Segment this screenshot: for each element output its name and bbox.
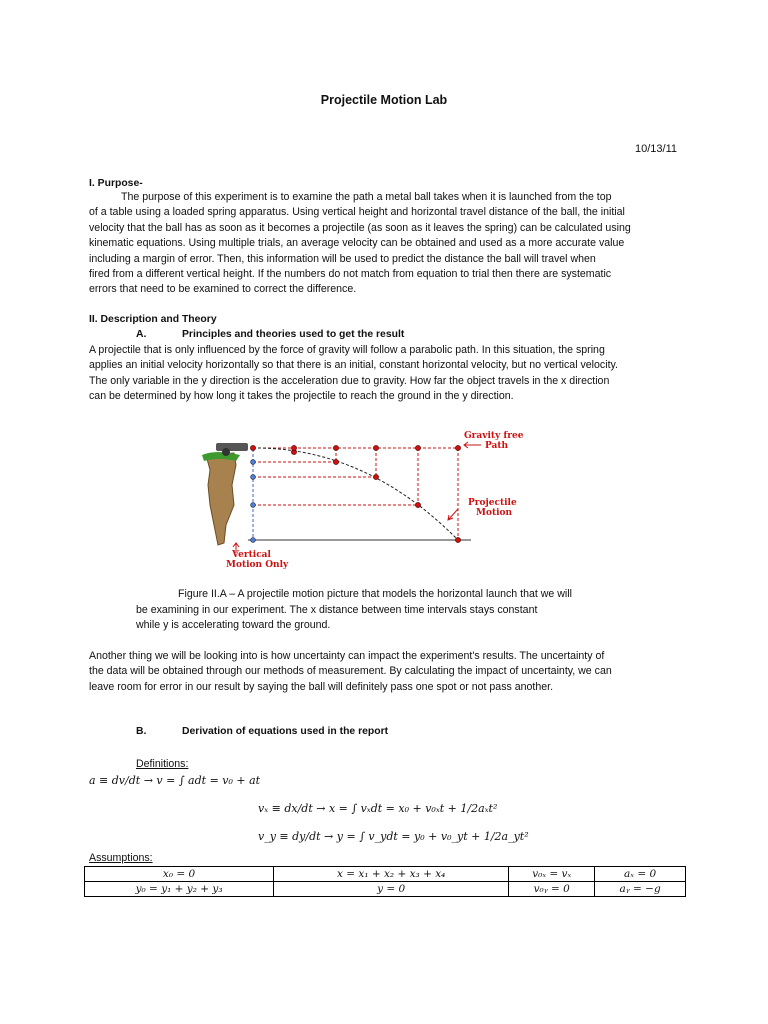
cannon-icon bbox=[216, 443, 248, 451]
table-cell: x = x₁ + x₂ + x₃ + x₄ bbox=[274, 867, 509, 882]
subsection-a-label: A. bbox=[136, 329, 147, 340]
document-date: 10/13/11 bbox=[634, 143, 677, 155]
table-cell: x₀ = 0 bbox=[85, 867, 274, 882]
description-paragraph bbox=[89, 343, 679, 405]
description-heading: II. Description and Theory bbox=[89, 314, 217, 325]
horizontal-guides bbox=[253, 448, 458, 505]
ball-marker bbox=[251, 503, 256, 508]
text-line: of a table using a loaded spring apparatus. Using vertical height and horizontal travel distance of the ball, the initial bbox=[89, 206, 625, 219]
text-line: errors that need to be examined to correct the difference. bbox=[89, 283, 357, 296]
equation-acceleration: a ≡ dv/dt → v = ∫ adt = v₀ + at bbox=[89, 774, 261, 787]
projectile-motion-figure bbox=[196, 425, 556, 577]
assumptions-table bbox=[84, 866, 686, 897]
page-title: Projectile Motion Lab bbox=[320, 93, 448, 107]
text-line: kinematic equations. Using multiple trials, an average velocity can be obtained and used as a more accurate value bbox=[89, 237, 625, 250]
table-row bbox=[85, 882, 686, 897]
projectile-label: Projectile bbox=[468, 498, 517, 508]
ball-marker bbox=[455, 537, 460, 542]
table-cell: aₓ = 0 bbox=[595, 867, 686, 882]
ball-marker bbox=[333, 445, 338, 450]
ball-marker bbox=[415, 502, 420, 507]
subsection-b-title: Derivation of equations used in the report bbox=[182, 726, 389, 737]
ball-marker bbox=[251, 460, 256, 465]
text-line: The only variable in the y direction is the acceleration due to gravity. How far the object travels in the x direction bbox=[89, 374, 610, 387]
table-cell: v₀ₓ = vₓ bbox=[509, 867, 595, 882]
purpose-paragraph bbox=[89, 190, 679, 298]
text-line: including a margin of error. Then, this information will be used to predict the distance the ball will travel when bbox=[89, 252, 596, 265]
ball-marker bbox=[250, 445, 255, 450]
text-line: applies an initial velocity horizontally so that there is an initial, constant horizontal velocity, but no vertical velocity. bbox=[89, 359, 618, 372]
table-cell: aᵧ = −g bbox=[595, 882, 686, 897]
figure-caption bbox=[136, 587, 696, 634]
equation-y: v_y ≡ dy/dt → y = ∫ v_ydt = y₀ + v₀_yt + 1/2a_yt² bbox=[258, 830, 529, 843]
purpose-heading: I. Purpose- bbox=[89, 178, 143, 189]
text-line: leave room for error in our result by saying the ball will definitely pass one spot or not pass another. bbox=[89, 680, 554, 693]
assumptions-label: Assumptions: bbox=[89, 852, 153, 864]
ball-marker bbox=[251, 475, 256, 480]
label-arrows bbox=[233, 442, 481, 553]
text-line: fired from a different vertical height. If the numbers do not match from equation to trial then there are systematic bbox=[89, 268, 612, 281]
gravity-free-label: Gravity free bbox=[464, 431, 524, 441]
arrow-icon bbox=[448, 509, 458, 520]
text-line: velocity that the ball has as soon as it becomes a projectile (as soon as it leaves the spring) can be calculated using bbox=[89, 221, 631, 234]
vertical-label: Vertical bbox=[232, 550, 271, 560]
text-line: Another thing we will be looking into is how uncertainty can impact the experiment's results. The uncertainty of bbox=[89, 650, 605, 662]
subsection-a-title: Principles and theories used to get the result bbox=[182, 329, 405, 340]
text-line: the data will be obtained through our methods of measurement. By calculating the impact of uncertainty, we can bbox=[89, 665, 612, 678]
arrow-icon bbox=[464, 442, 481, 448]
text-line: can be determined by how long it takes the projectile to reach the ground in the y direction. bbox=[89, 390, 514, 403]
ball-marker bbox=[455, 445, 460, 450]
text-line: A projectile that is only influenced by the force of gravity will follow a parabolic path. In this situation, the spring bbox=[89, 344, 605, 356]
text-line: be examining in our experiment. The x distance between time intervals stays constant bbox=[136, 603, 538, 616]
subsection-b-label: B. bbox=[136, 726, 147, 737]
ball-marker bbox=[415, 445, 420, 450]
table-row bbox=[85, 867, 686, 882]
ball-marker bbox=[373, 474, 378, 479]
equation-x: vₓ ≡ dx/dt → x = ∫ vₓdt = x₀ + v₀ₓt + 1/2aₓt² bbox=[258, 802, 498, 815]
projectile-motion-label: Motion bbox=[476, 508, 513, 518]
table-cell: y = 0 bbox=[274, 882, 509, 897]
gravity-free-path-label: Path bbox=[485, 441, 509, 451]
ball-marker bbox=[251, 538, 256, 543]
cliff-graphic bbox=[206, 453, 236, 545]
ball-marker bbox=[373, 445, 378, 450]
trajectory-balls bbox=[250, 445, 460, 542]
ball-marker bbox=[291, 445, 296, 450]
table-cell: y₀ = y₁ + y₂ + y₃ bbox=[85, 882, 274, 897]
text-line: Figure II.A – A projectile motion picture that models the horizontal launch that we will bbox=[178, 588, 572, 600]
definitions-label: Definitions: bbox=[136, 758, 189, 770]
table-cell: v₀ᵧ = 0 bbox=[509, 882, 595, 897]
uncertainty-paragraph bbox=[89, 649, 679, 695]
ball-marker bbox=[333, 459, 338, 464]
text-line: The purpose of this experiment is to examine the path a metal ball takes when it is launched from the top bbox=[121, 191, 612, 203]
cannon-wheel-icon bbox=[222, 448, 230, 456]
text-line: while y is accelerating toward the ground. bbox=[136, 619, 331, 631]
vertical-motion-label: Motion Only bbox=[226, 560, 289, 570]
